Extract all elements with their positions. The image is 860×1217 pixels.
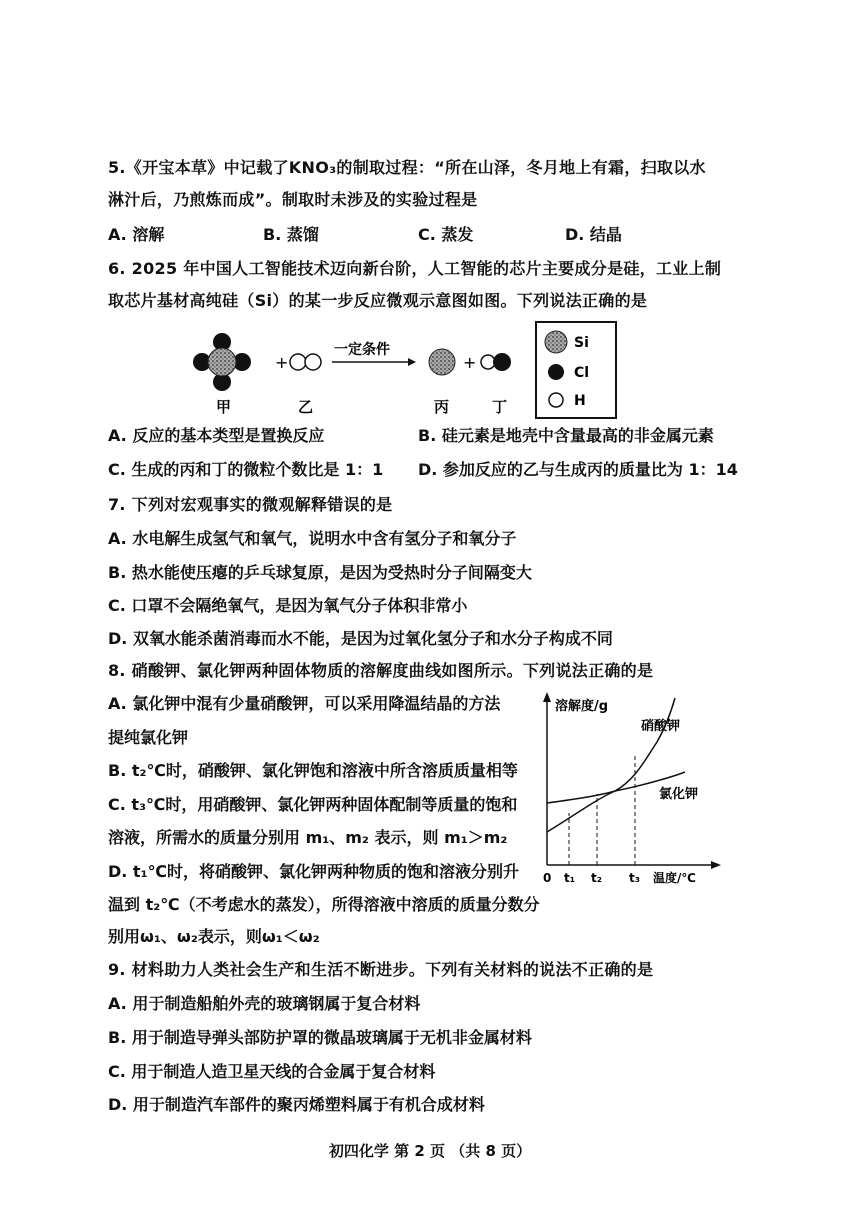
q8-option-c-line2: 溶液，所需水的质量分别用 m₁、m₂ 表示，则 m₁＞m₂ bbox=[108, 828, 508, 847]
q8-option-d-line1[interactable]: D. t₁℃时，将硝酸钾、氯化钾两种物质的饱和溶液分别升 bbox=[108, 862, 519, 881]
q7-option-b[interactable]: B. 热水能使压瘪的乒乓球复原，是因为受热时分子间隔变大 bbox=[108, 563, 532, 582]
q8-option-c-line1[interactable]: C. t₃℃时，用硝酸钾、氯化钾两种固体配制等质量的饱和 bbox=[108, 795, 518, 814]
q7-option-d[interactable]: D. 双氧水能杀菌消毒而水不能，是因为过氧化氢分子和水分子构成不同 bbox=[108, 629, 613, 648]
origin-label: 0 bbox=[543, 871, 552, 885]
q6-option-a[interactable]: A. 反应的基本类型是置换反应 bbox=[108, 426, 325, 445]
q9-option-c[interactable]: C. 用于制造人造卫星天线的合金属于复合材料 bbox=[108, 1062, 436, 1081]
q8-option-a-line2: 提纯氯化钾 bbox=[108, 728, 189, 747]
reaction-condition: 一定条件 bbox=[334, 342, 390, 358]
q6-option-c[interactable]: C. 生成的丙和丁的微粒个数比是 1：1 bbox=[108, 460, 384, 479]
plus-sign-2: + bbox=[463, 353, 477, 372]
legend-si: Si bbox=[574, 335, 589, 351]
q5-option-c[interactable]: C. 蒸发 bbox=[418, 225, 474, 244]
tick-t1: t₁ bbox=[564, 871, 575, 885]
q9-option-b[interactable]: B. 用于制造导弹头部防护罩的微晶玻璃属于无机非金属材料 bbox=[108, 1028, 532, 1047]
q8-stem: 8. 硝酸钾、氯化钾两种固体物质的溶解度曲线如图所示。下列说法正确的是 bbox=[108, 661, 654, 680]
plus-sign-1: + bbox=[275, 353, 289, 372]
label-yi: 乙 bbox=[298, 398, 314, 416]
reaction-diagram bbox=[180, 320, 740, 420]
q5-option-a[interactable]: A. 溶解 bbox=[108, 225, 165, 244]
x-axis-label: 温度/℃ bbox=[653, 871, 696, 885]
molecule-ding bbox=[481, 353, 511, 371]
q5-option-b[interactable]: B. 蒸馏 bbox=[263, 225, 319, 244]
q8-option-b[interactable]: B. t₂℃时，硝酸钾、氯化钾饱和溶液中所含溶质质量相等 bbox=[108, 761, 518, 780]
q5-stem-line2: 淋汁后，乃煎炼而成”。制取时未涉及的实验过程是 bbox=[108, 190, 478, 209]
label-bing: 丙 bbox=[434, 398, 450, 416]
q9-option-d[interactable]: D. 用于制造汽车部件的聚丙烯塑料属于有机合成材料 bbox=[108, 1095, 485, 1114]
molecule-jia bbox=[193, 333, 251, 391]
q7-option-a[interactable]: A. 水电解生成氢气和氧气，说明水中含有氢分子和氧分子 bbox=[108, 529, 517, 548]
q7-stem: 7. 下列对宏观事实的微观解释错误的是 bbox=[108, 495, 393, 514]
page-footer: 初四化学 第 2 页 （共 8 页） bbox=[328, 1142, 532, 1160]
q5-stem-line1: 5.《开宝本草》中记载了KNO₃的制取过程：“所在山泽，冬月地上有霜，扫取以水 bbox=[108, 158, 706, 177]
q8-option-d-line2: 温到 t₂℃（不考虑水的蒸发），所得溶液中溶质的质量分数分 bbox=[108, 895, 540, 914]
q8-option-a-line1[interactable]: A. 氯化钾中混有少量硝酸钾，可以采用降温结晶的方法 bbox=[108, 694, 501, 713]
q5-option-d[interactable]: D. 结晶 bbox=[565, 225, 622, 244]
q9-option-a[interactable]: A. 用于制造船舶外壳的玻璃钢属于复合材料 bbox=[108, 994, 421, 1013]
series-label-kno3: 硝酸钾 bbox=[641, 719, 681, 734]
molecule-bing bbox=[429, 349, 455, 375]
solubility-graph bbox=[535, 690, 725, 890]
molecule-yi bbox=[290, 354, 321, 370]
tick-t3: t₃ bbox=[629, 871, 640, 885]
q6-option-d[interactable]: D. 参加反应的乙与生成丙的质量比为 1：14 bbox=[418, 460, 738, 479]
q8-option-d-line3: 别用ω₁、ω₂表示，则ω₁＜ω₂ bbox=[108, 927, 320, 946]
legend-cl: Cl bbox=[574, 365, 590, 381]
q6-stem-line1: 6. 2025 年中国人工智能技术迈向新台阶，人工智能的芯片主要成分是硅，工业上制 bbox=[108, 259, 722, 278]
y-axis-label: 溶解度/g bbox=[555, 699, 609, 714]
label-jia: 甲 bbox=[216, 398, 232, 416]
legend-h: H bbox=[574, 393, 586, 409]
label-ding: 丁 bbox=[492, 398, 508, 416]
q9-stem: 9. 材料助力人类社会生产和生活不断进步。下列有关材料的说法不正确的是 bbox=[108, 960, 654, 979]
series-label-kcl: 氯化钾 bbox=[659, 787, 699, 802]
q6-option-b[interactable]: B. 硅元素是地壳中含量最高的非金属元素 bbox=[418, 426, 714, 445]
q7-option-c[interactable]: C. 口罩不会隔绝氧气，是因为氧气分子体积非常小 bbox=[108, 596, 468, 615]
atom-legend bbox=[536, 322, 616, 418]
tick-t2: t₂ bbox=[591, 871, 602, 885]
q6-stem-line2: 取芯片基材高纯硅（Si）的某一步反应微观示意图如图。下列说法正确的是 bbox=[108, 291, 648, 310]
